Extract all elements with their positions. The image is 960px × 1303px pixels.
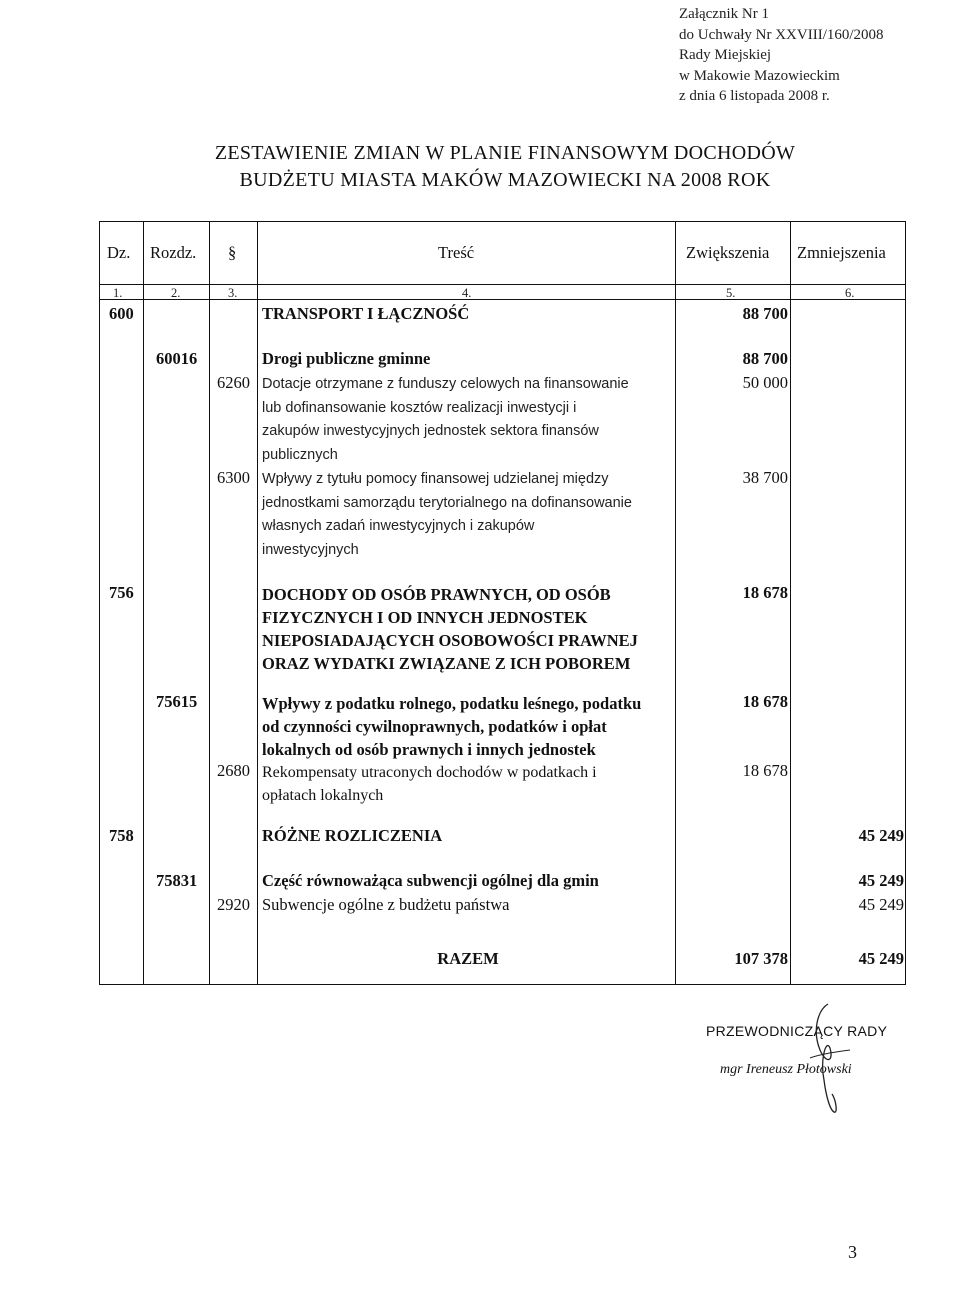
tresc-line: Wpływy z podatku rolnego, podatku leśnego, podatku [262, 694, 642, 713]
header-rule [99, 284, 906, 285]
col-divider [209, 221, 210, 985]
signature-title: PRZEWODNICZĄCY RADY [706, 1023, 888, 1039]
page-number: 3 [848, 1242, 857, 1262]
column-number: 6. [845, 286, 855, 300]
row-zwiekszenia: 18 678 [742, 761, 788, 780]
row-paragraph: 2680 [217, 761, 250, 780]
row-zmniejszenia: 45 249 [858, 826, 904, 845]
tresc-line: publicznych [262, 446, 338, 463]
annex-line: z dnia 6 listopada 2008 r. [679, 88, 830, 105]
tresc-line: DOCHODY OD OSÓB PRAWNYCH, OD OSÓB [262, 585, 611, 604]
tresc-line: Rekompensaty utraconych dochodów w podatkach i [262, 764, 597, 781]
row-tresc [262, 373, 674, 467]
total-zmniejszenia: 45 249 [858, 949, 904, 968]
signature-name: mgr Ireneusz Płotowski [720, 1062, 852, 1077]
row-zwiekszenia: 18 678 [742, 583, 788, 602]
row-zwiekszenia: 38 700 [742, 468, 788, 487]
row-dz: 756 [109, 583, 134, 602]
handwritten-signature [800, 1000, 860, 1120]
col-divider [790, 221, 791, 985]
tresc-line: zakupów inwestycyjnych jednostek sektora finansów [262, 423, 599, 439]
header-tresc: Treść [438, 243, 475, 262]
col-divider [143, 221, 144, 985]
tresc-line: Wpływy z tytułu pomocy finansowej udzielanej między [262, 471, 609, 487]
tresc-line: NIEPOSIADAJĄCYCH OSOBOWOŚCI PRAWNEJ [262, 631, 638, 650]
row-dz: 758 [109, 826, 134, 845]
tresc-line: od czynności cywilnoprawnych, podatków i opłat [262, 717, 607, 736]
header-zwiekszenia: Zwiększenia [686, 243, 770, 262]
row-zmniejszenia: 45 249 [858, 895, 904, 914]
annex-line: w Makowie Mazowieckim [679, 67, 840, 84]
header-paragraph: § [228, 243, 237, 262]
header-rule [99, 299, 906, 300]
column-number: 3. [228, 286, 238, 300]
row-zwiekszenia: 88 700 [742, 349, 788, 368]
tresc-line: opłatach lokalnych [262, 787, 384, 804]
row-tresc: RÓŻNE ROZLICZENIA [262, 826, 443, 845]
col-divider [257, 221, 258, 985]
row-tresc: TRANSPORT I ŁĄCZNOŚĆ [262, 304, 470, 323]
row-paragraph: 6260 [217, 373, 250, 392]
row-tresc: Subwencje ogólne z budżetu państwa [262, 895, 510, 914]
annex-header [679, 4, 884, 107]
column-number: 2. [171, 286, 181, 300]
tresc-line: lokalnych od osób prawnych i innych jednostek [262, 740, 596, 759]
row-tresc: Część równoważąca subwencji ogólnej dla gmin [262, 871, 599, 890]
header-dz: Dz. [107, 243, 131, 262]
tresc-line: własnych zadań inwestycyjnych i zakupów [262, 518, 535, 534]
column-number: 1. [113, 286, 123, 300]
tresc-line: inwestycyjnych [262, 541, 359, 558]
title-line: ZESTAWIENIE ZMIAN W PLANIE FINANSOWYM DOCHODÓW [214, 142, 796, 164]
column-number: 4. [462, 286, 472, 300]
row-zwiekszenia: 88 700 [742, 304, 788, 323]
row-tresc [262, 761, 674, 807]
document-title [0, 140, 960, 194]
row-tresc [262, 692, 674, 761]
annex-line: do Uchwały Nr XXVIII/160/2008 [679, 26, 884, 43]
tresc-line: lub dofinansowanie kosztów realizacji inwestycji i [262, 399, 577, 416]
row-rozdz: 60016 [156, 349, 198, 368]
column-number: 5. [726, 286, 736, 300]
header-rozdz: Rozdz. [150, 243, 197, 262]
row-dz: 600 [109, 304, 134, 323]
annex-line: Rady Miejskiej [679, 47, 772, 64]
title-line: BUDŻETU MIASTA MAKÓW MAZOWIECKI NA 2008 ROK [239, 169, 771, 191]
total-zwiekszenia: 107 378 [734, 949, 788, 968]
row-rozdz: 75615 [156, 692, 198, 711]
row-tresc: Drogi publiczne gminne [262, 349, 431, 368]
row-zwiekszenia: 50 000 [742, 373, 788, 392]
annex-line: Załącznik Nr 1 [679, 6, 769, 22]
row-paragraph: 6300 [217, 468, 250, 487]
total-label: RAZEM [437, 949, 499, 968]
row-tresc [262, 468, 674, 562]
tresc-line: jednostkami samorządu terytorialnego na dofinansowanie [262, 494, 632, 511]
col-divider [675, 221, 676, 985]
row-zwiekszenia: 18 678 [742, 692, 788, 711]
tresc-line: Dotacje otrzymane z funduszy celowych na finansowanie [262, 376, 629, 392]
row-tresc [262, 583, 674, 675]
header-zmniejszenia: Zmniejszenia [797, 243, 886, 262]
row-rozdz: 75831 [156, 871, 198, 890]
row-paragraph: 2920 [217, 895, 250, 914]
row-zmniejszenia: 45 249 [858, 871, 904, 890]
tresc-line: ORAZ WYDATKI ZWIĄZANE Z ICH POBOREM [262, 654, 631, 673]
tresc-line: FIZYCZNYCH I OD INNYCH JEDNOSTEK [262, 608, 588, 627]
